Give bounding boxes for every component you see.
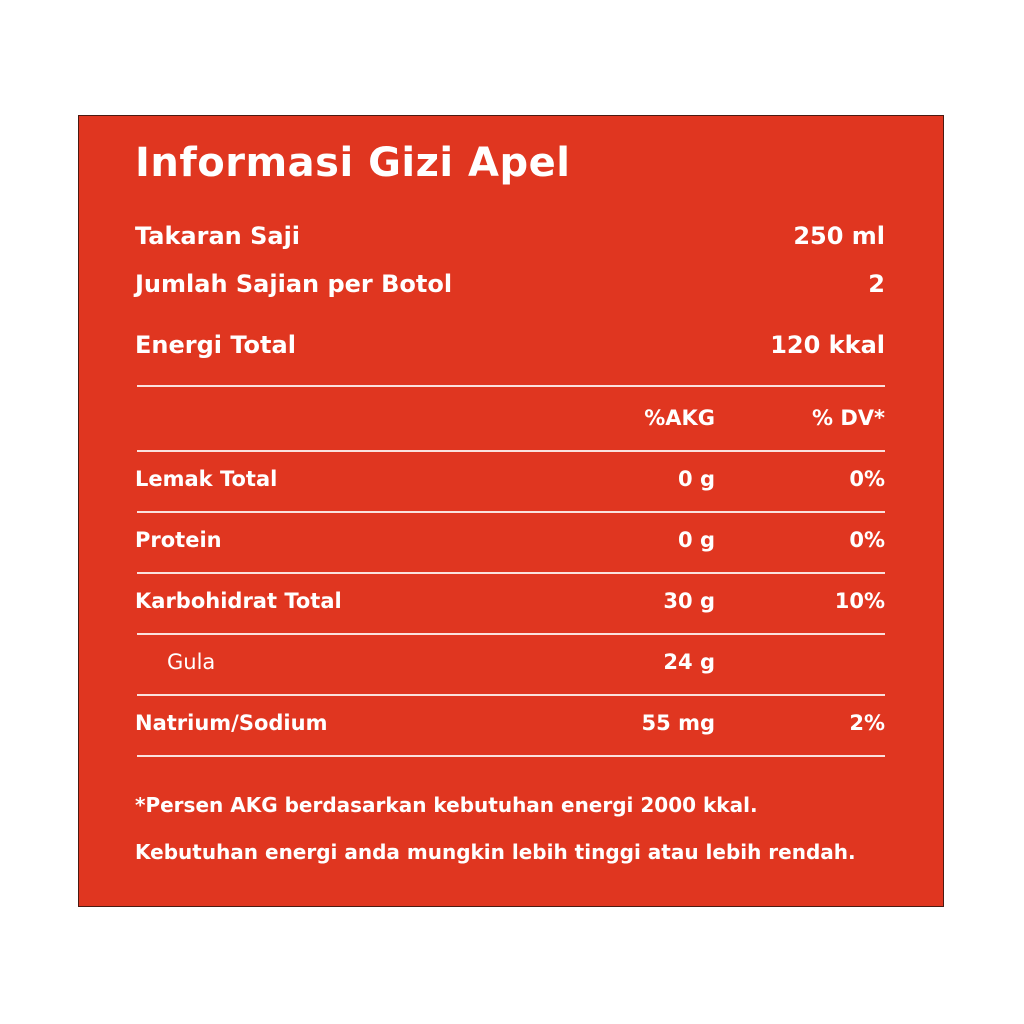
nutrient-akg: 24 g [663, 650, 715, 674]
total-energy-label: Energi Total [135, 331, 296, 359]
nutrient-akg: 0 g [678, 467, 715, 491]
serving-size-value: 250 ml [793, 222, 885, 250]
nutrient-name: Karbohidrat Total [135, 589, 342, 613]
nutrient-dv: 0% [849, 528, 885, 552]
nutrient-name: Lemak Total [135, 467, 278, 491]
table-row [135, 634, 885, 694]
footnote-line: Kebutuhan energi anda mungkin lebih tinggi atau lebih rendah. [135, 840, 856, 864]
servings-per-bottle-label: Jumlah Sajian per Botol [135, 270, 453, 298]
nutrient-dv: 0% [849, 467, 885, 491]
table-header-row [135, 390, 885, 450]
total-energy-value: 120 kkal [770, 331, 885, 359]
table-row [135, 512, 885, 572]
table-row [135, 451, 885, 511]
servings-per-bottle-value: 2 [868, 270, 885, 298]
nutrient-dv: 2% [849, 711, 885, 735]
nutrient-name: Gula [167, 650, 216, 674]
nutrient-akg: 0 g [678, 528, 715, 552]
nutrient-akg: 55 mg [641, 711, 715, 735]
footnote-line: *Persen AKG berdasarkan kebutuhan energi 2000 kkal. [135, 793, 758, 817]
table-row [135, 573, 885, 633]
nutrient-dv: 10% [834, 589, 885, 613]
serving-size-label: Takaran Saji [135, 222, 301, 250]
nutrition-facts-panel [78, 115, 944, 907]
nutrient-name: Natrium/Sodium [135, 711, 328, 735]
nutrient-akg: 30 g [663, 589, 715, 613]
akg-column-header: %AKG [644, 406, 715, 430]
divider [137, 385, 885, 387]
table-row [135, 695, 885, 755]
panel-title: Informasi Gizi Apel [135, 140, 571, 186]
nutrient-name: Protein [135, 528, 222, 552]
divider [137, 755, 885, 757]
dv-column-header: % DV* [811, 406, 885, 430]
